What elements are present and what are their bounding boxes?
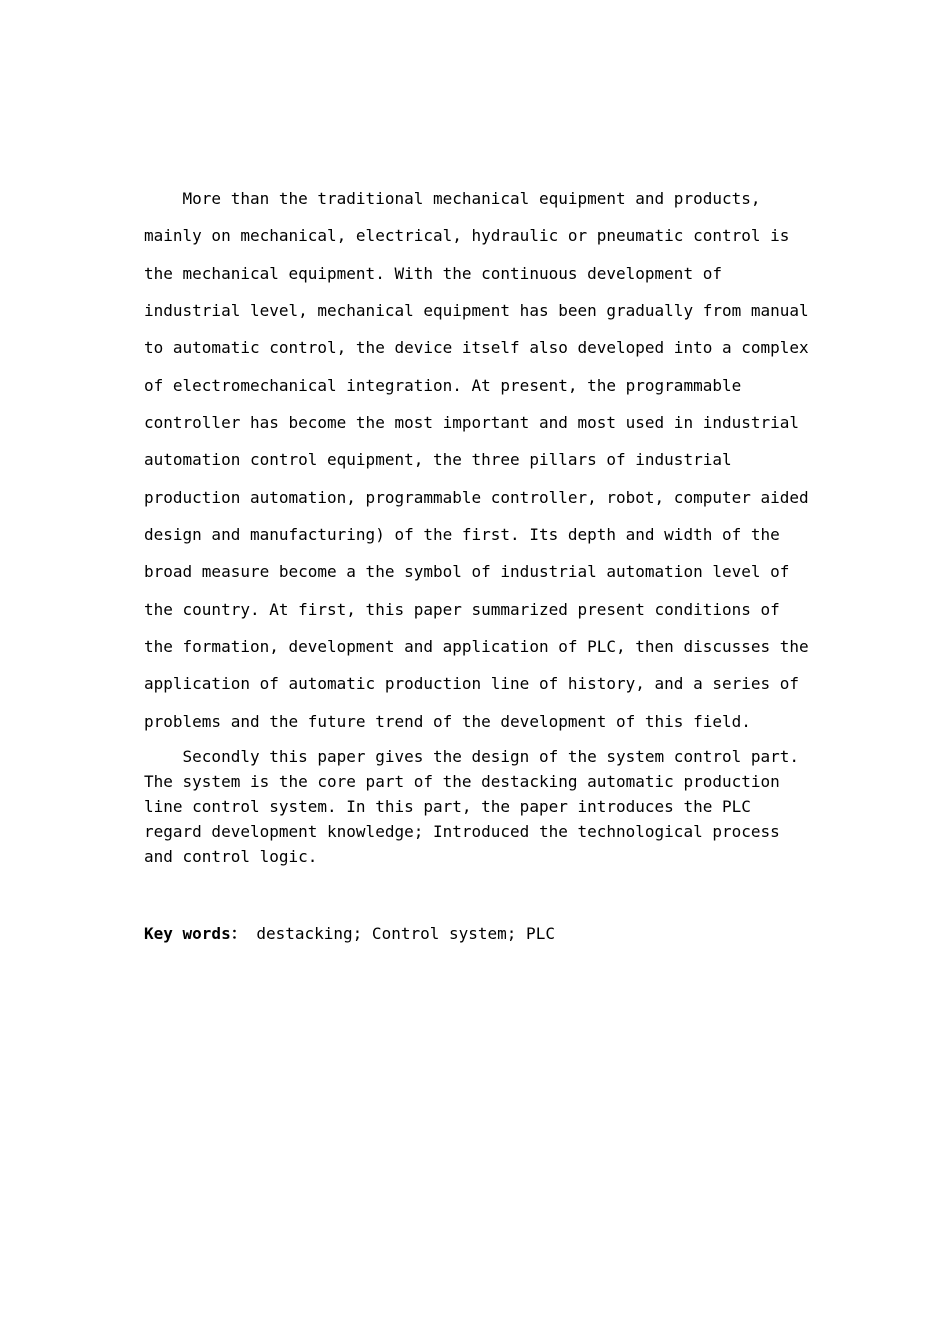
keywords-label: Key words： [144, 924, 247, 943]
text-line: of electromechanical integration. At present, the programmable [144, 376, 742, 395]
text-line: regard development knowledge; Introduced the technological process [144, 822, 780, 841]
text-line: line control system. In this part, the paper introduces the PLC [144, 797, 751, 816]
text-line: and control logic. [144, 847, 318, 866]
text-line: application of automatic production line of history, and a series of [144, 674, 800, 693]
text-line: production automation, programmable controller, robot, computer aided [144, 488, 809, 507]
text-line: the formation, development and application of PLC, then discusses the [144, 637, 809, 656]
keywords-value: destacking; Control system; PLC [246, 924, 555, 943]
text-line: More than the traditional mechanical equipment and products, [144, 189, 761, 208]
text-line: problems and the future trend of the development of this field. [144, 712, 751, 731]
text-line: design and manufacturing) of the first. Its depth and width of the [144, 525, 780, 544]
text-line: broad measure become a the symbol of industrial automation level of [144, 562, 790, 581]
text-line: Secondly this paper gives the design of the system control part. [144, 747, 800, 766]
text-line: The system is the core part of the destacking automatic production [144, 772, 780, 791]
text-line: the country. At first, this paper summarized present conditions of [144, 600, 780, 619]
text-line: automation control equipment, the three pillars of industrial [144, 450, 732, 469]
text-line: controller has become the most important and most used in industrial [144, 413, 800, 432]
text-line: industrial level, mechanical equipment has been gradually from manual [144, 301, 809, 320]
text-line: mainly on mechanical, electrical, hydraulic or pneumatic control is [144, 226, 790, 245]
text-line: to automatic control, the device itself also developed into a complex [144, 338, 809, 357]
text-line: the mechanical equipment. With the continuous development of [144, 264, 722, 283]
keywords-row [144, 921, 555, 944]
